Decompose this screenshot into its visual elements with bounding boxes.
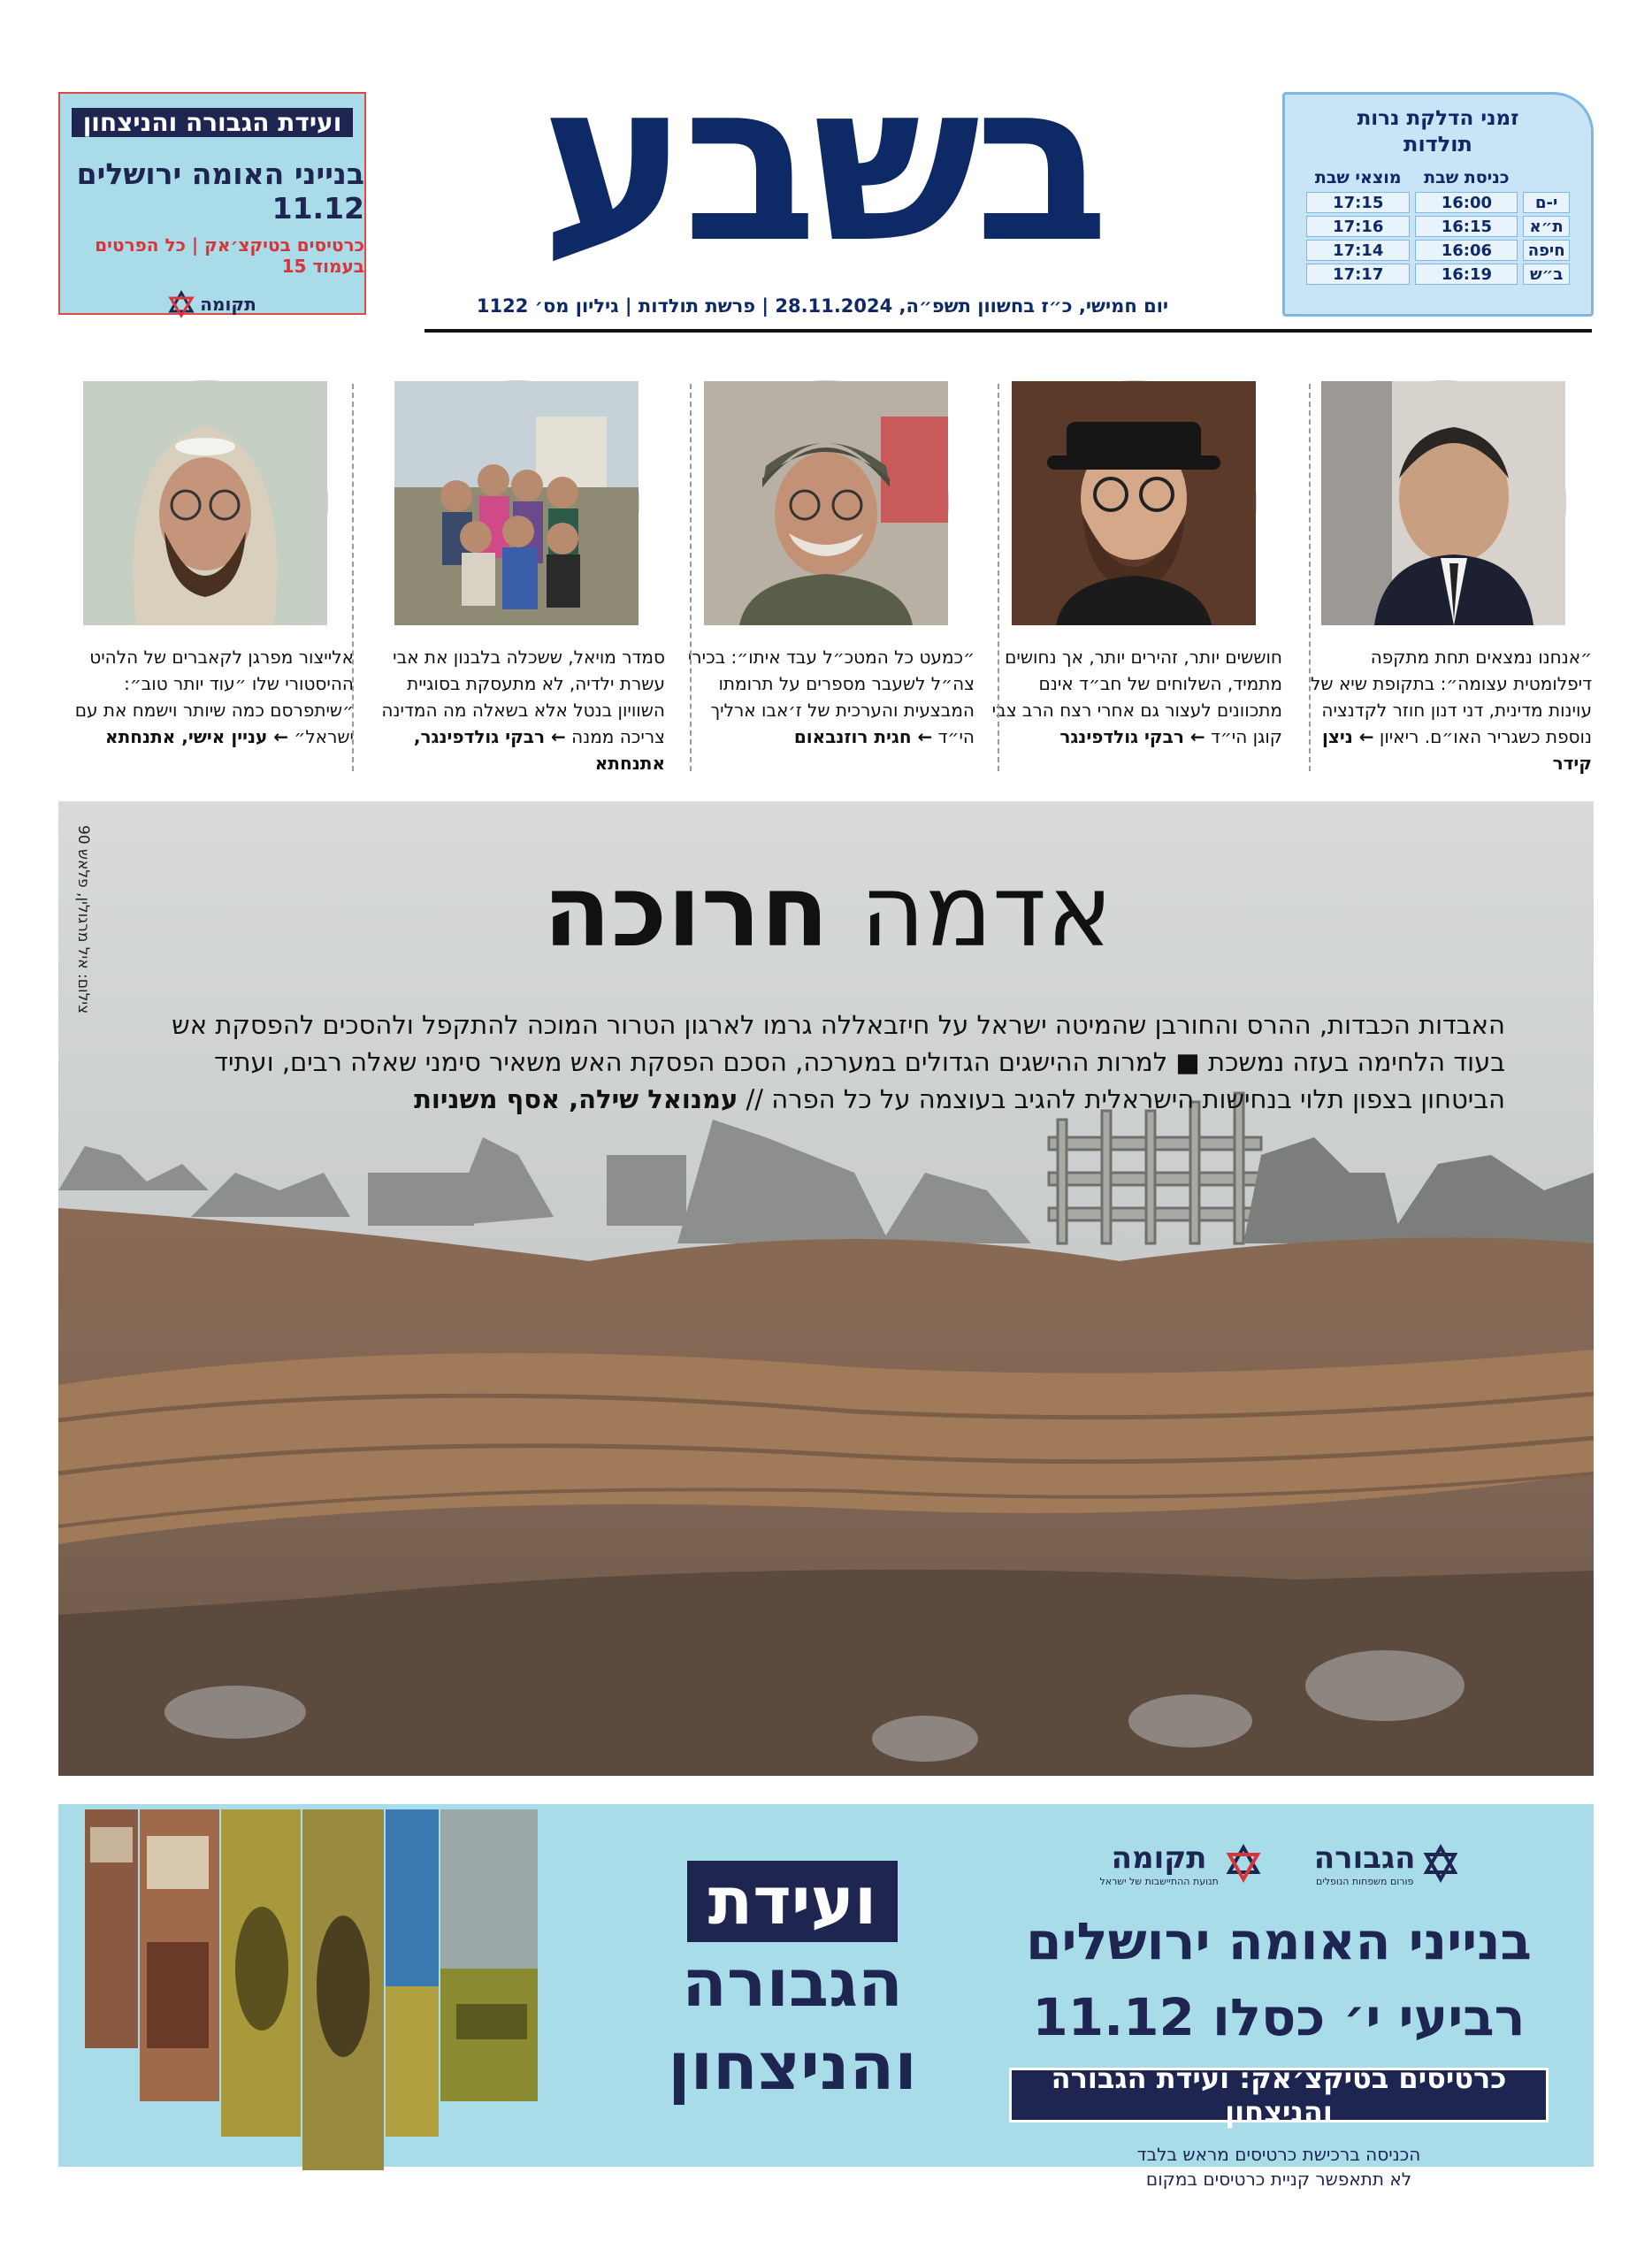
- star-of-david-icon: [1423, 1846, 1458, 1881]
- column-divider: [352, 384, 354, 771]
- teaser-photo: [84, 380, 328, 624]
- city-cell: חיפה: [1523, 240, 1570, 261]
- logo-hagvura-name: הגבורה: [1313, 1840, 1416, 1876]
- column-divider: [1309, 384, 1311, 771]
- teaser-moyal[interactable]: [370, 380, 665, 774]
- star-icon: [168, 291, 195, 317]
- teaser-blurb: חוששים יותר, זהירים יותר, אך נחושים מתמיד, השלוחים של חב״ד אינם מתכוונים לעצור גם אחרי רצח הרב צבי קוגן הי״ד: [991, 646, 1282, 747]
- parasha-name: תולדות: [1403, 132, 1472, 157]
- sponsor-logos: [987, 1831, 1571, 1896]
- masthead-divider: [424, 329, 1592, 333]
- logo-hagvura: [1314, 1840, 1458, 1887]
- time-out-cell: 17:17: [1306, 264, 1410, 285]
- promo-ad-top[interactable]: [58, 92, 366, 315]
- teaser-text: [679, 644, 975, 750]
- deck-text: האבדות הכבדות, ההרס והחורבן שהמיטה ישראל על חיזבאללה גרמו לארגון הטרור המוכה להתקפל ולהסכים להפסקת אש בעוד הלחימה בעזה נמשכת ■ למרות ההישגים הגדולים במערכה, הסכם הפסקת האש משאיר סימני שאלה רבים, ועתיד הביטחון בצפון תלוי בנחישות הישראלית להגיב בעוצמה על כל הפרה //: [172, 1010, 1505, 1114]
- city-cell: ת״א: [1523, 216, 1570, 237]
- title-line-2: הגבורה: [682, 1946, 903, 2022]
- time-in-cell: 16:19: [1415, 264, 1518, 285]
- teaser-byline[interactable]: ← רבקי גולדפינגר: [1059, 726, 1205, 747]
- table-row: [1306, 264, 1570, 285]
- teaser-byline[interactable]: ← חגית רוזנבאום: [793, 726, 933, 747]
- candle-table: [1301, 165, 1575, 287]
- table-row: [1306, 216, 1570, 237]
- teaser-blurb: ״כמעט כל המטכ״ל עבד איתו״: בכירי צה״ל לשעבר מספרים על תרומתו המבצעית והערכית של ז׳אבו ארליך הי״ד: [687, 646, 975, 747]
- tickets-button[interactable]: כרטיסים בטיקצ׳אק: ועידת הגבורה והניצחון: [1009, 2068, 1549, 2122]
- ad-photo-strips: [85, 1809, 651, 2170]
- deck-authors[interactable]: עמנואל שילה, אסף משניות: [414, 1084, 738, 1114]
- time-out-cell: 17:14: [1306, 240, 1410, 261]
- logo-tkuma-name: תקומה: [1111, 1840, 1207, 1876]
- headline-bold: חרוכה: [542, 854, 830, 969]
- col-header-out: מוצאי שבת: [1314, 168, 1402, 187]
- teaser-byline[interactable]: ← רבקי גולדפינגר, אתנחתא: [413, 726, 665, 774]
- teaser-row: [58, 380, 1594, 774]
- conference-ad[interactable]: [58, 1804, 1594, 2190]
- logo-tkuma-sub: תנועת ההתיישבות של ישראל: [1099, 1875, 1219, 1887]
- title-line-3: והניצחון: [668, 2029, 917, 2105]
- main-deck: [152, 1006, 1505, 1118]
- teaser-text: [370, 644, 665, 776]
- candle-title: זמני הדלקת נרות: [1357, 107, 1519, 130]
- teaser-byline[interactable]: ← ניצן קידר: [1321, 726, 1592, 774]
- logo-hagvura-sub: פורום משפחות הנופלים: [1315, 1875, 1414, 1887]
- tkuma-logo: [168, 291, 256, 317]
- entry-note-1: הכניסה ברכישת כרטיסים מראש בלבד: [1136, 2144, 1421, 2165]
- teaser-ehrlich[interactable]: [679, 380, 975, 769]
- teaser-text: [58, 644, 354, 750]
- candle-lighting-box: [1282, 92, 1594, 317]
- teaser-eliytzur[interactable]: [58, 380, 354, 769]
- issue-info: יום חמישי, כ״ז בחשוון תשפ״ה, 28.11.2024 | פרשת תולדות | גיליון מס׳ 1122: [476, 295, 1169, 317]
- table-row: [1306, 240, 1570, 261]
- time-out-cell: 17:16: [1306, 216, 1410, 237]
- city-cell: ב״ש: [1523, 264, 1570, 285]
- title-line-1: ועידת: [687, 1861, 899, 1942]
- promo-banner: ועידת הגבורה והניצחון: [72, 108, 353, 137]
- teaser-photo: [1013, 380, 1257, 624]
- teaser-blurb: אלייצור מפרגן לקאברים של הלהיט ההיסטורי שלו ״עוד יותר טוב״: ״שיתפרסם כמה שיותר וישמח את עם ישראל״: [74, 646, 354, 747]
- teaser-chabad[interactable]: [987, 380, 1282, 769]
- table-row: [1306, 192, 1570, 213]
- column-divider: [690, 384, 692, 771]
- tkuma-logo-text: תקומה: [200, 294, 256, 315]
- col-header-city: [1523, 168, 1570, 189]
- venue-line: בנייני האומה ירושלים: [1026, 1911, 1532, 1971]
- teaser-photo: [395, 380, 639, 624]
- teaser-photo: [705, 380, 949, 624]
- time-in-cell: 16:00: [1415, 192, 1518, 213]
- teaser-blurb: סמדר מויאל, ששכלה בלבנון את אבי עשרת ילדיה, לא מתעסקת בסוגיית השוויון בנטל אלא בשאלה מה המדינה צריכה ממנה: [381, 646, 665, 747]
- time-in-cell: 16:06: [1415, 240, 1518, 261]
- time-out-cell: 17:15: [1306, 192, 1410, 213]
- teaser-blurb: ״אנחנו נמצאים תחת מתקפה דיפלומטית עצומה״: בתקופת שיא של עוינות מדינית, דני דנון חוזר לקדנציה נוספת כשגריר האו״ם. ריאיון: [1311, 646, 1592, 747]
- conference-title: [668, 1843, 917, 2126]
- column-divider: [998, 384, 999, 771]
- teaser-photo: [1322, 380, 1566, 624]
- star-icon: [1226, 1846, 1261, 1881]
- city-cell: י-ם: [1523, 192, 1570, 213]
- teaser-text: [1296, 644, 1592, 776]
- photo-credit: צילום: איל מרגולין, פלאש 90: [74, 825, 92, 1014]
- headline-light: אדמה: [860, 854, 1113, 969]
- logo-tkuma: [1099, 1840, 1260, 1887]
- conference-details: [987, 1831, 1571, 2190]
- col-header-in: כניסת שבת: [1424, 168, 1510, 187]
- main-headline[interactable]: [324, 854, 1332, 969]
- promo-details: כרטיסים בטיקצ׳אק | כל הפרטים בעמוד 15: [95, 234, 364, 277]
- entry-note-2: לא תתאפשר קניית כרטיסים במקום: [1145, 2168, 1412, 2190]
- newspaper-logo[interactable]: בשבע: [540, 34, 1105, 291]
- teaser-byline[interactable]: ← עניין אישי, אתנחתא: [105, 726, 289, 747]
- entry-note: [987, 2142, 1571, 2191]
- time-in-cell: 16:15: [1415, 216, 1518, 237]
- date-line: רביעי י׳ כסלו 11.12: [1032, 1987, 1526, 2047]
- promo-headline: בנייני האומה ירושלים 11.12: [76, 157, 364, 226]
- teaser-text: [987, 644, 1282, 750]
- teaser-danon[interactable]: [1296, 380, 1592, 774]
